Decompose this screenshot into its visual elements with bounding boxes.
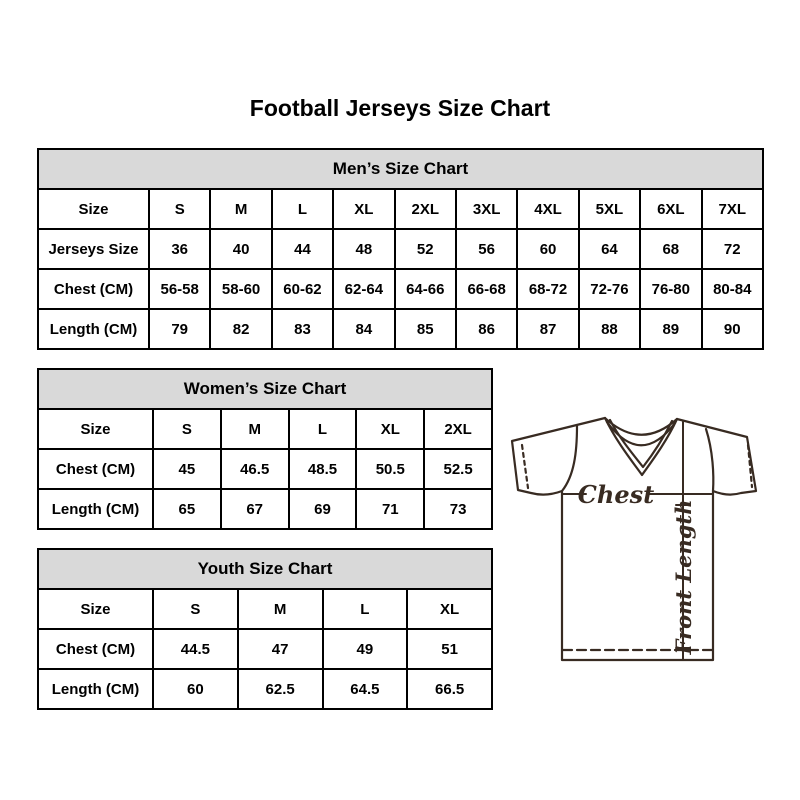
size-value: M [210,189,271,229]
table-row [38,269,763,309]
row-label: Chest (CM) [38,269,149,309]
size-value: 6XL [640,189,701,229]
size-value: S [149,189,210,229]
table-row [38,629,492,669]
size-value: 89 [640,309,701,349]
size-value: 7XL [702,189,763,229]
size-value: 88 [579,309,640,349]
row-label: Length (CM) [38,669,153,709]
size-value: 52.5 [424,449,492,489]
size-value: 51 [407,629,492,669]
size-value: 66.5 [407,669,492,709]
right-armhole-seam [706,429,713,491]
table-row [38,489,492,529]
row-label: Size [38,589,153,629]
size-value: 45 [153,449,221,489]
table-row [38,669,492,709]
size-value: M [238,589,323,629]
size-value: 80-84 [702,269,763,309]
size-value: 69 [289,489,357,529]
row-label: Size [38,189,149,229]
page-title: Football Jerseys Size Chart [249,95,551,121]
size-value: XL [407,589,492,629]
mens-size-table [37,148,764,350]
size-value: 67 [221,489,289,529]
size-value: 60-62 [272,269,333,309]
front-length-label: Front Length [671,499,696,655]
size-value: L [289,409,357,449]
size-value: 44 [272,229,333,269]
size-value: 79 [149,309,210,349]
womens-size-table-header: Women’s Size Chart [38,369,492,409]
size-value: 56 [456,229,517,269]
size-value: 64.5 [323,669,408,709]
table-row [38,229,763,269]
size-value: M [221,409,289,449]
size-value: 84 [333,309,394,349]
size-value: 60 [517,229,578,269]
size-value: S [153,409,221,449]
size-value: 82 [210,309,271,349]
table-row [38,309,763,349]
youth-size-table [37,548,493,710]
table-row [38,589,492,629]
size-value: 76-80 [640,269,701,309]
mens-size-table-header: Men’s Size Chart [38,149,763,189]
row-label: Length (CM) [38,309,149,349]
size-value: 72 [702,229,763,269]
womens-size-table [37,368,493,530]
size-value: 2XL [424,409,492,449]
size-value: 62.5 [238,669,323,709]
size-value: 3XL [456,189,517,229]
size-value: 4XL [517,189,578,229]
size-value: 49 [323,629,408,669]
row-label: Size [38,409,153,449]
size-value: S [153,589,238,629]
size-value: 62-64 [333,269,394,309]
size-value: XL [333,189,394,229]
row-label: Jerseys Size [38,229,149,269]
size-value: 50.5 [356,449,424,489]
row-label: Chest (CM) [38,449,153,489]
size-value: XL [356,409,424,449]
left-armhole-seam [562,426,577,491]
size-value: 52 [395,229,456,269]
size-value: 71 [356,489,424,529]
size-value: 90 [702,309,763,349]
left-cuff-stitch-line [522,445,528,488]
jersey-measurement-diagram [500,413,772,675]
size-value: 83 [272,309,333,349]
row-label: Chest (CM) [38,629,153,669]
size-value: 58-60 [210,269,271,309]
table-row [38,409,492,449]
size-value: 44.5 [153,629,238,669]
size-value: 60 [153,669,238,709]
size-value: 64-66 [395,269,456,309]
size-value: 68-72 [517,269,578,309]
size-value: L [323,589,408,629]
size-value: 85 [395,309,456,349]
size-value: 2XL [395,189,456,229]
size-value: 48 [333,229,394,269]
size-value: 40 [210,229,271,269]
size-value: 73 [424,489,492,529]
row-label: Length (CM) [38,489,153,529]
size-value: 66-68 [456,269,517,309]
size-value: 64 [579,229,640,269]
table-row [38,189,763,229]
size-value: 36 [149,229,210,269]
size-value: 86 [456,309,517,349]
table-row [38,449,492,489]
size-value: 48.5 [289,449,357,489]
size-value: 68 [640,229,701,269]
size-value: 72-76 [579,269,640,309]
size-value: 47 [238,629,323,669]
size-value: L [272,189,333,229]
chest-label: Chest [577,480,655,509]
size-value: 46.5 [221,449,289,489]
size-value: 65 [153,489,221,529]
youth-size-table-header: Youth Size Chart [38,549,492,589]
size-value: 87 [517,309,578,349]
size-value: 56-58 [149,269,210,309]
size-value: 5XL [579,189,640,229]
